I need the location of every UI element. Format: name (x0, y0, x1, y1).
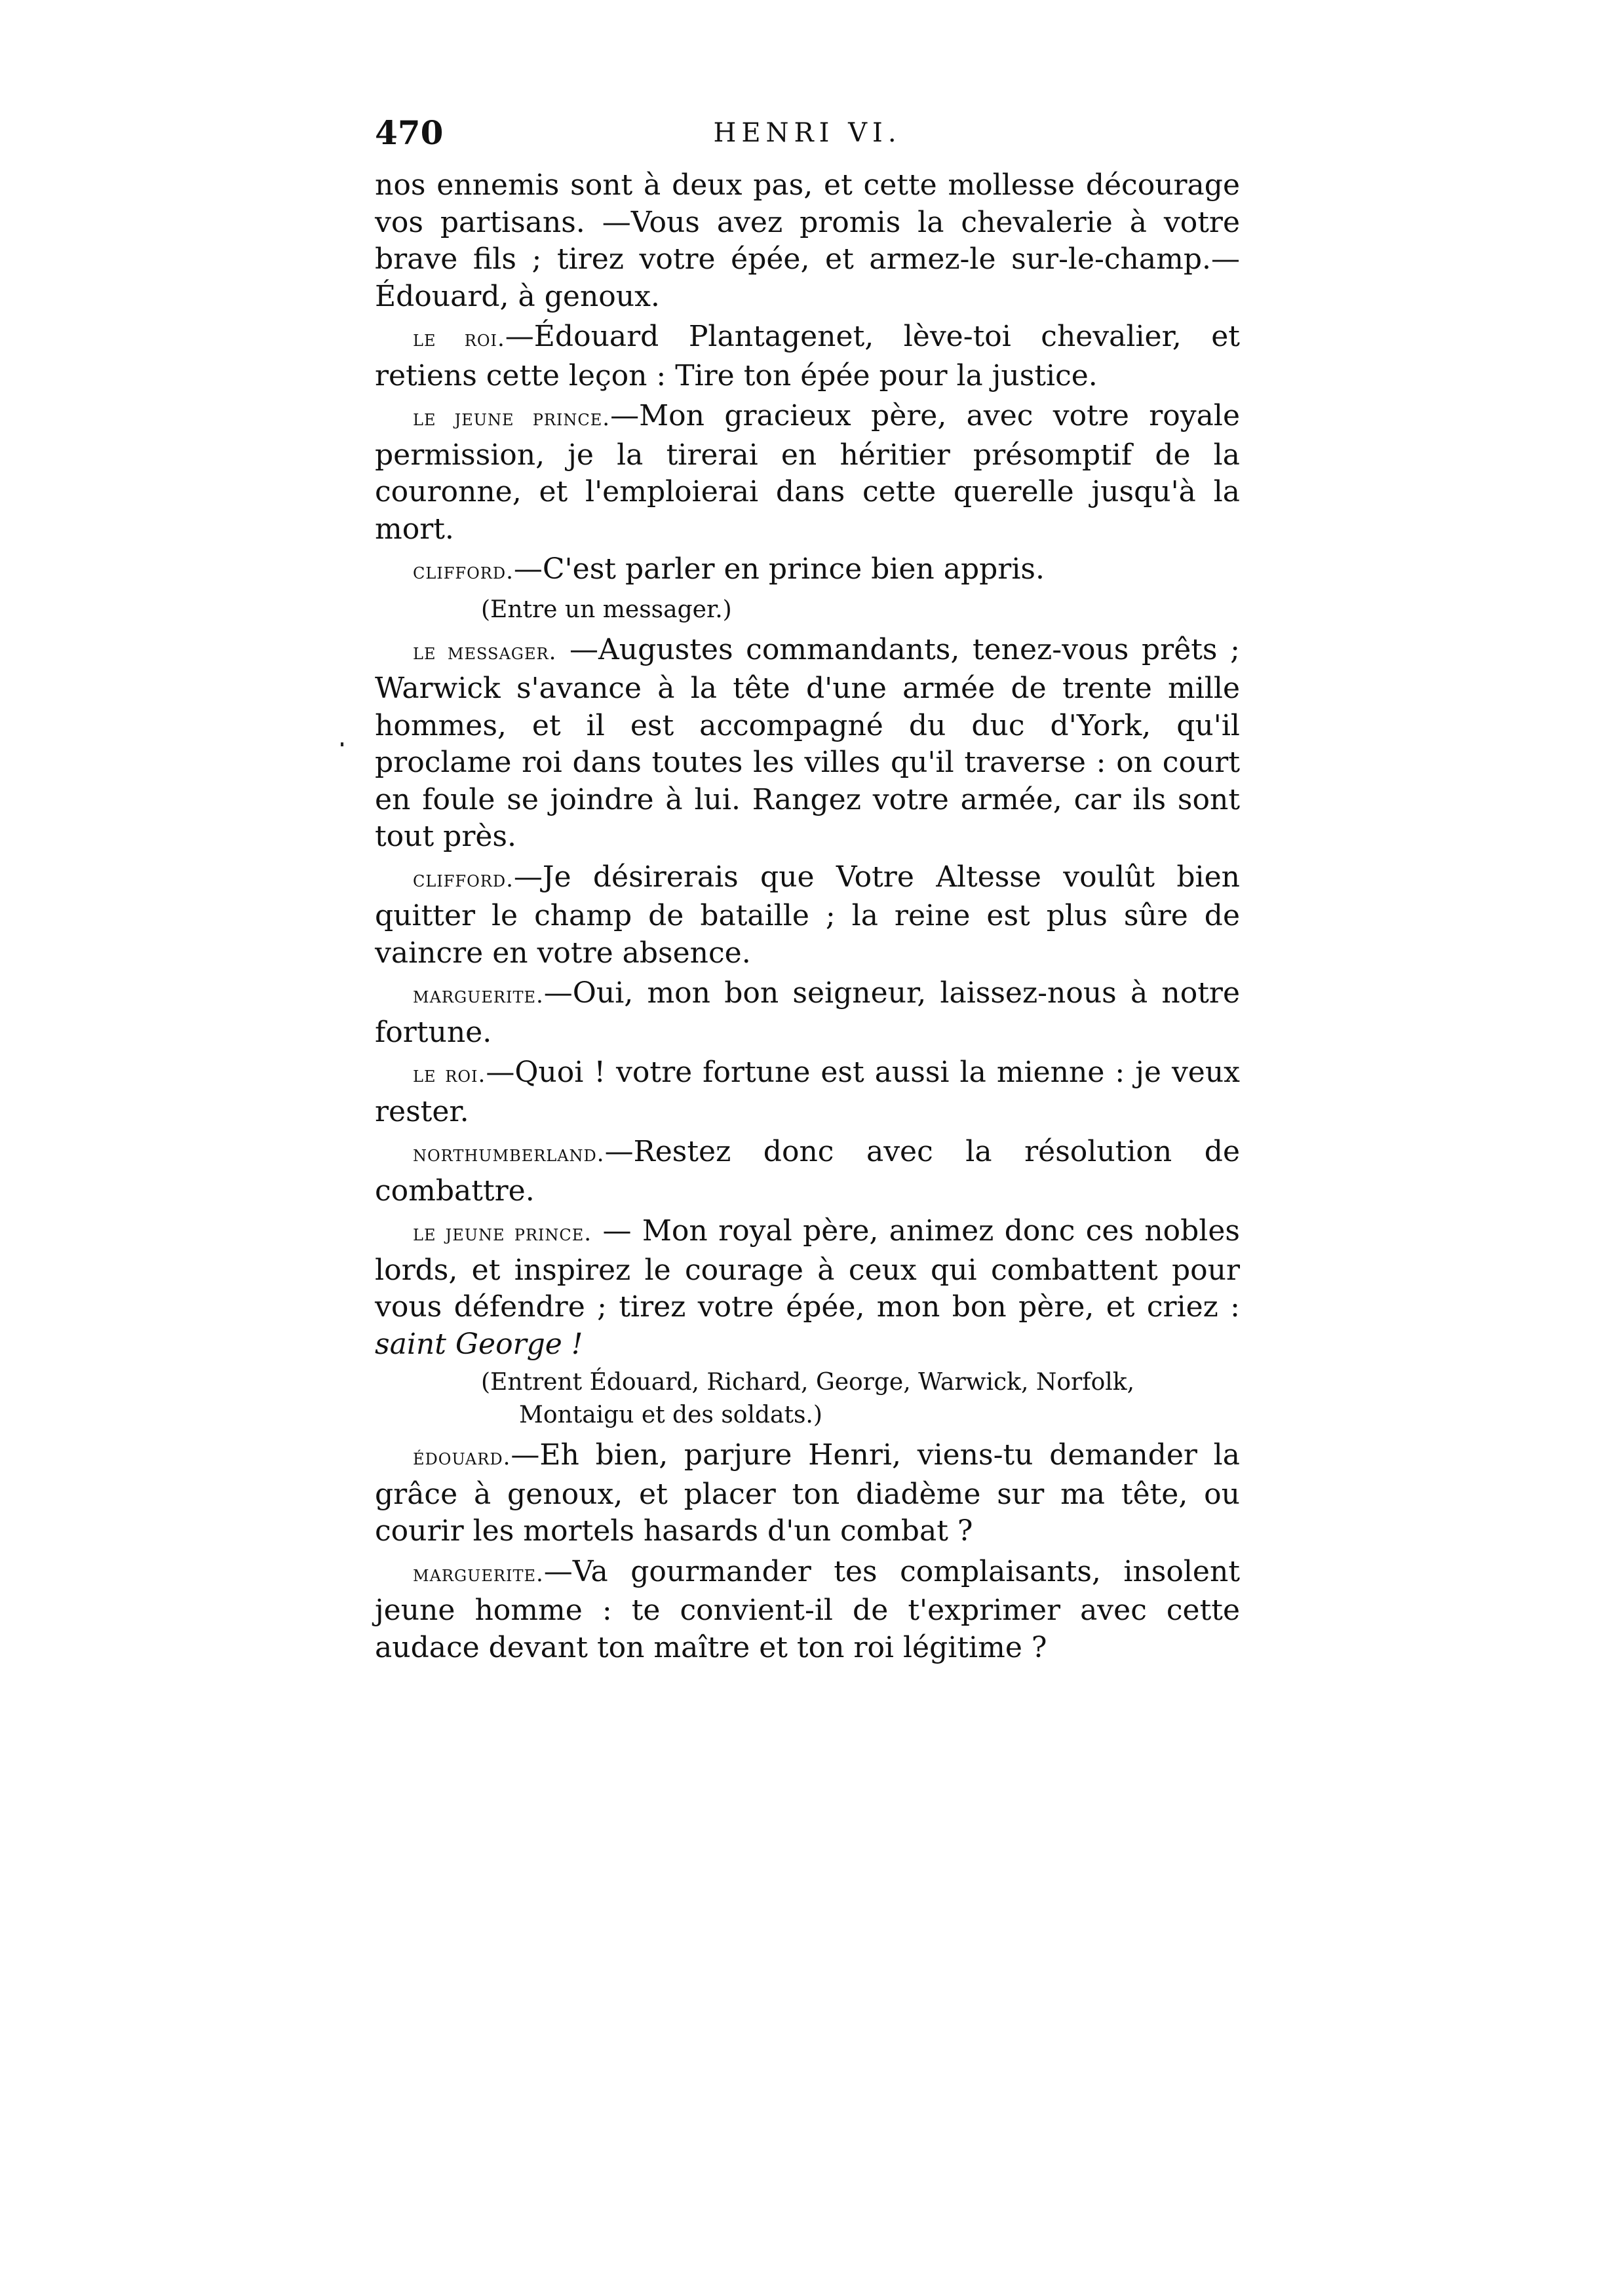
running-title: HENRI VI. (713, 118, 902, 148)
speaker-name: clifford. (413, 558, 514, 584)
speaker-name: marguerite. (413, 982, 544, 1008)
speaker-name: le jeune prince. (413, 1220, 592, 1246)
speech-text: —C'est parler en prince bien appris. (513, 552, 1045, 586)
speaker-name: le roi. (413, 1062, 486, 1088)
speech (375, 551, 1240, 590)
stage-direction-line: (Entrent Édouard, Richard, George, Warwick, Norfolk, (481, 1369, 1135, 1396)
speech-text: —Augustes commandants, tenez-vous prêts ; Warwick s'avance à la tête d'une armée de trente mille hommes, et il est accompagné du duc d'York, qu'il proclame roi dans toutes les villes qu'il traverse : on court en foule se joindre à lui. Rangez votre armée, car ils sont tout près. (375, 632, 1240, 853)
speaker-name: le jeune prince. (413, 405, 611, 431)
speaker-name: le roi. (413, 326, 505, 352)
speech (375, 398, 1240, 548)
speech (375, 1134, 1240, 1210)
page-header (375, 115, 1240, 167)
stage-direction: (Entre un messager.) (481, 596, 732, 623)
speech (375, 1554, 1240, 1667)
speech-text: —Oui, mon bon seigneur, laissez-nous à notre fortune. (375, 976, 1240, 1049)
speech-text: —Restez donc avec la résolution de combattre. (375, 1135, 1240, 1208)
speech-text: —Mon gracieux père, avec votre royale permission, je la tirerai en héritier présomptif de la couronne, et l'emploierai dans cette querelle jusqu'à la mort. (375, 399, 1240, 546)
speech (375, 975, 1240, 1051)
speech (375, 1437, 1240, 1550)
speech-text: —Eh bien, parjure Henri, viens-tu demander la grâce à genoux, et placer ton diadème sur ma tête, ou courir les mortels hasards d'un combat ? (375, 1438, 1240, 1548)
opening-paragraph: nos ennemis sont à deux pas, et cette mollesse décourage vos partisans. —Vous avez promis la chevalerie à votre brave fils ; tirez votre épée, et armez-le sur-le-champ.—Édouard, à genoux. (375, 168, 1240, 313)
speech-text: —Quoi ! votre fortune est aussi la mienne : je veux rester. (375, 1056, 1240, 1128)
speech (375, 1213, 1240, 1363)
speech-text: —Va gourmander tes complaisants, insolent jeune homme : te convient-il de t'exprimer avec cette audace devant ton maître et ton roi légitime ? (375, 1554, 1240, 1664)
speech (375, 318, 1240, 394)
speech-text: —Édouard Plantagenet, lève-toi chevalier, et retiens cette leçon : Tire ton épée pour la justice. (375, 320, 1240, 392)
speech-text: — Mon royal père, animez donc ces nobles lords, et inspirez le courage à ceux qui combattent pour vous défendre ; tirez votre épée, mon bon père, et criez : (375, 1214, 1240, 1324)
speaker-name: northumberland. (413, 1141, 605, 1167)
speaker-name: marguerite. (413, 1560, 544, 1587)
speech (375, 859, 1240, 972)
speaker-name: clifford. (413, 866, 514, 892)
book-page (375, 115, 1240, 1670)
speaker-name: le messager. (413, 638, 557, 665)
speech (375, 632, 1240, 856)
speech (375, 1054, 1240, 1130)
speaker-name: édouard. (413, 1444, 511, 1470)
stage-direction-line: Montaigu et des soldats.) (519, 1402, 822, 1428)
page-number: 470 (375, 113, 444, 152)
speech-italic-text: saint George ! (375, 1327, 583, 1361)
print-speck (341, 742, 343, 746)
speech-text: —Je désirerais que Votre Altesse voulût bien quitter le champ de bataille ; la reine est plus sûre de vaincre en votre absence. (375, 860, 1240, 970)
stage-direction (375, 1366, 1240, 1432)
